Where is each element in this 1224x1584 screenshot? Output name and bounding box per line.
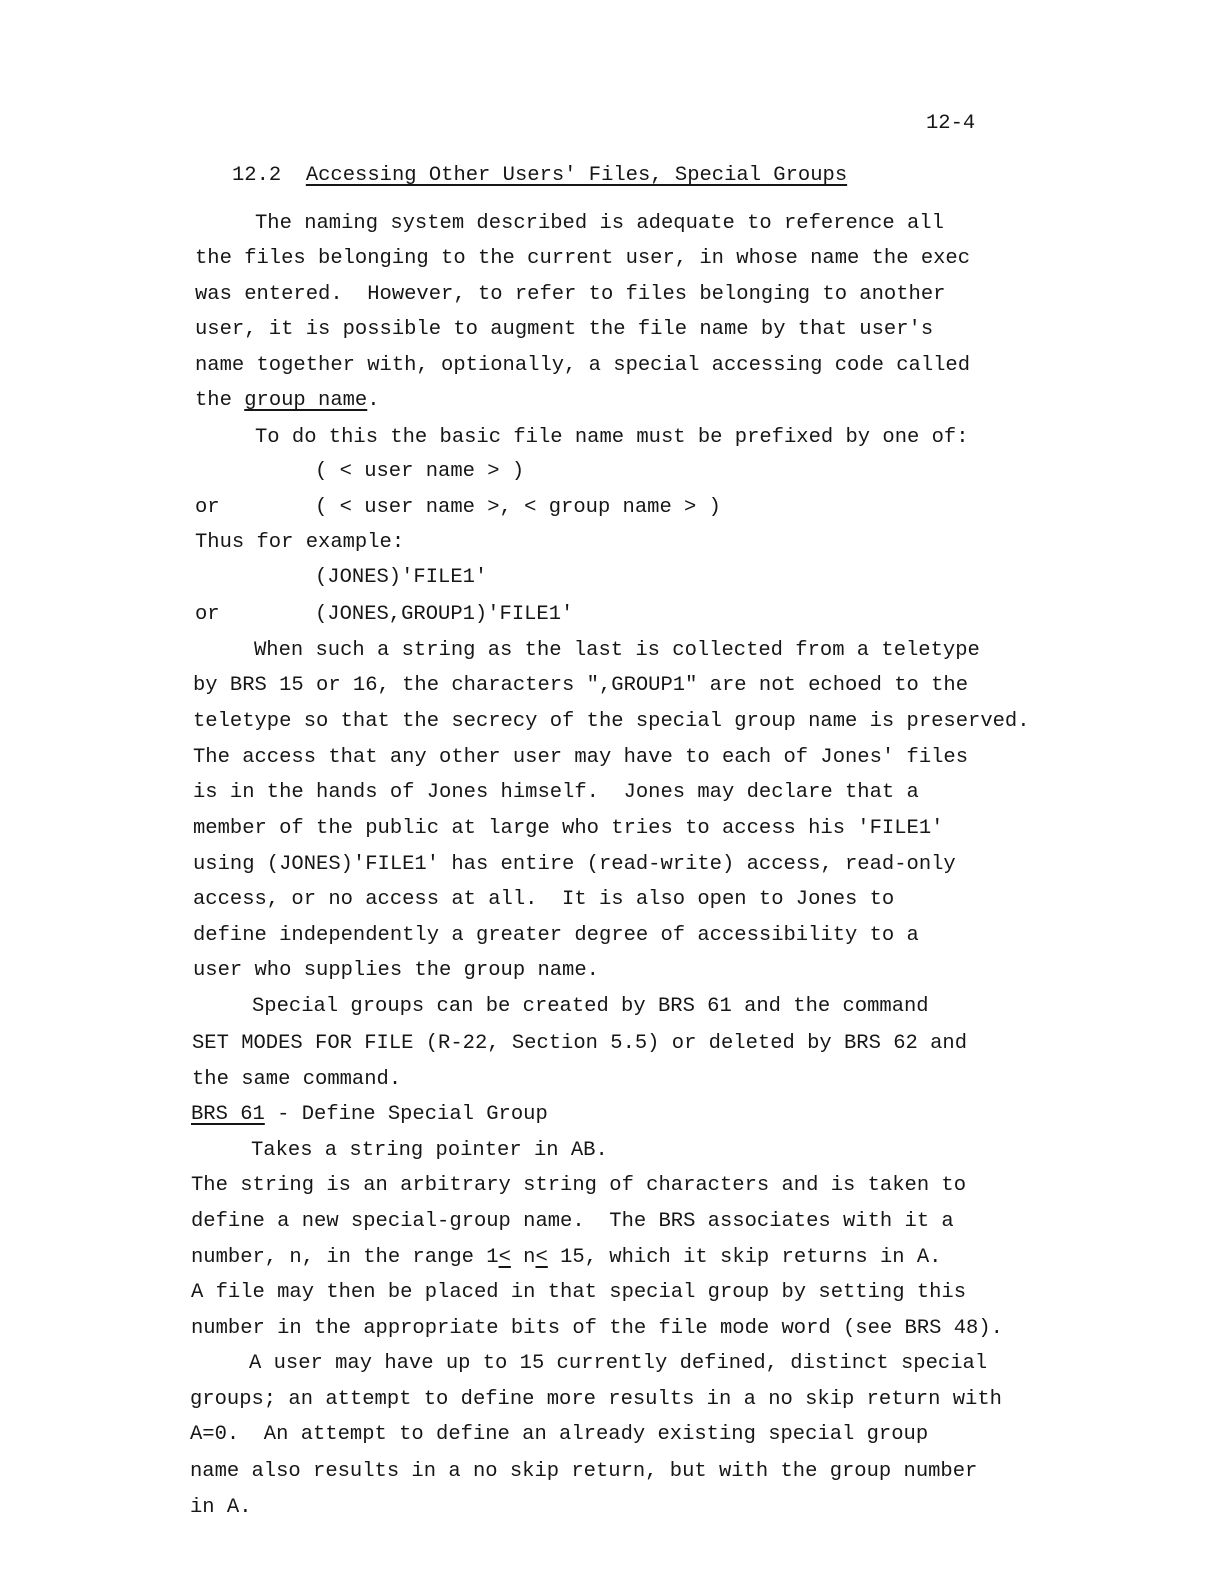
less-equal-2: < bbox=[535, 1246, 548, 1269]
para3-line-9: define independently a greater degree of accessibility to a bbox=[193, 924, 919, 947]
para3-line-3: teletype so that the secrecy of the special group name is preserved. bbox=[193, 710, 1030, 733]
para1-line-1: The naming system described is adequate to reference all bbox=[255, 212, 944, 235]
brs61-label: BRS 61 bbox=[191, 1103, 265, 1126]
section-title: Accessing Other Users' Files, Special Groups bbox=[305, 164, 848, 187]
para3-line-1: When such a string as the last is collected from a teletype bbox=[254, 639, 980, 662]
para1-line-4: user, it is possible to augment the file name by that user's bbox=[195, 318, 934, 341]
para1-line-5: name together with, optionally, a special accessing code called bbox=[195, 354, 971, 377]
para4-line-2: SET MODES FOR FILE (R-22, Section 5.5) or deleted by BRS 62 and bbox=[192, 1032, 968, 1055]
brs61-heading bbox=[191, 1105, 548, 1126]
para3-line-10: user who supplies the group name. bbox=[193, 959, 599, 982]
brs61-range-mid: n bbox=[510, 1246, 536, 1269]
prefix-form-1: ( < user name > ) bbox=[315, 460, 525, 483]
para3-line-7: using (JONES)'FILE1' has entire (read-write) access, read-only bbox=[193, 853, 956, 876]
para1-line-6-post: . bbox=[367, 389, 380, 412]
example-intro: Thus for example: bbox=[195, 531, 405, 554]
para3-line-5: is in the hands of Jones himself. Jones may declare that a bbox=[193, 781, 919, 804]
brs61-line-1: Takes a string pointer in AB. bbox=[251, 1139, 608, 1162]
brs61-line-2: The string is an arbitrary string of characters and is taken to bbox=[191, 1174, 967, 1197]
para5-line-4: name also results in a no skip return, but with the group number bbox=[190, 1460, 978, 1483]
para1-line-6 bbox=[195, 391, 380, 412]
brs61-line-4 bbox=[191, 1248, 941, 1269]
brs61-line-6: number in the appropriate bits of the file mode word (see BRS 48). bbox=[191, 1317, 1003, 1340]
less-equal-1: < bbox=[498, 1246, 511, 1269]
section-number: 12.2 bbox=[232, 164, 282, 187]
para3-line-4: The access that any other user may have to each of Jones' files bbox=[193, 746, 969, 769]
brs61-range-post: 15, which it skip returns in A. bbox=[547, 1246, 942, 1269]
group-name-term: group name bbox=[244, 389, 368, 412]
or-label-2: or bbox=[195, 603, 220, 626]
brs61-range-pre: number, n, in the range 1 bbox=[191, 1246, 499, 1269]
para3-line-2: by BRS 15 or 16, the characters ",GROUP1" are not echoed to the bbox=[193, 674, 969, 697]
para5-line-1: A user may have up to 15 currently defined, distinct special bbox=[249, 1352, 988, 1375]
brs61-line-5: A file may then be placed in that special group by setting this bbox=[191, 1281, 967, 1304]
para1-line-6-pre: the bbox=[195, 389, 245, 412]
para4-line-3: the same command. bbox=[192, 1068, 402, 1091]
section-heading bbox=[232, 166, 847, 187]
prefix-intro: To do this the basic file name must be prefixed by one of: bbox=[255, 426, 969, 449]
brs61-line-3: define a new special-group name. The BRS associates with it a bbox=[191, 1210, 954, 1233]
para5-line-3: A=0. An attempt to define an already existing special group bbox=[190, 1423, 929, 1446]
para4-line-1: Special groups can be created by BRS 61 and the command bbox=[252, 995, 929, 1018]
para1-line-3: was entered. However, to refer to files belonging to another bbox=[195, 283, 946, 306]
or-label-1: or bbox=[195, 496, 220, 519]
prefix-form-2: ( < user name >, < group name > ) bbox=[315, 496, 721, 519]
example-2: (JONES,GROUP1)'FILE1' bbox=[315, 603, 574, 626]
brs61-title: - Define Special Group bbox=[264, 1103, 548, 1126]
para3-line-8: access, or no access at all. It is also open to Jones to bbox=[193, 888, 895, 911]
para5-line-2: groups; an attempt to define more results in a no skip return with bbox=[190, 1388, 1002, 1411]
para1-line-2: the files belonging to the current user, in whose name the exec bbox=[195, 247, 971, 270]
example-1: (JONES)'FILE1' bbox=[315, 566, 488, 589]
para3-line-6: member of the public at large who tries to access his 'FILE1' bbox=[193, 817, 944, 840]
page-number: 12-4 bbox=[926, 112, 976, 135]
para5-line-5: in A. bbox=[190, 1496, 252, 1519]
